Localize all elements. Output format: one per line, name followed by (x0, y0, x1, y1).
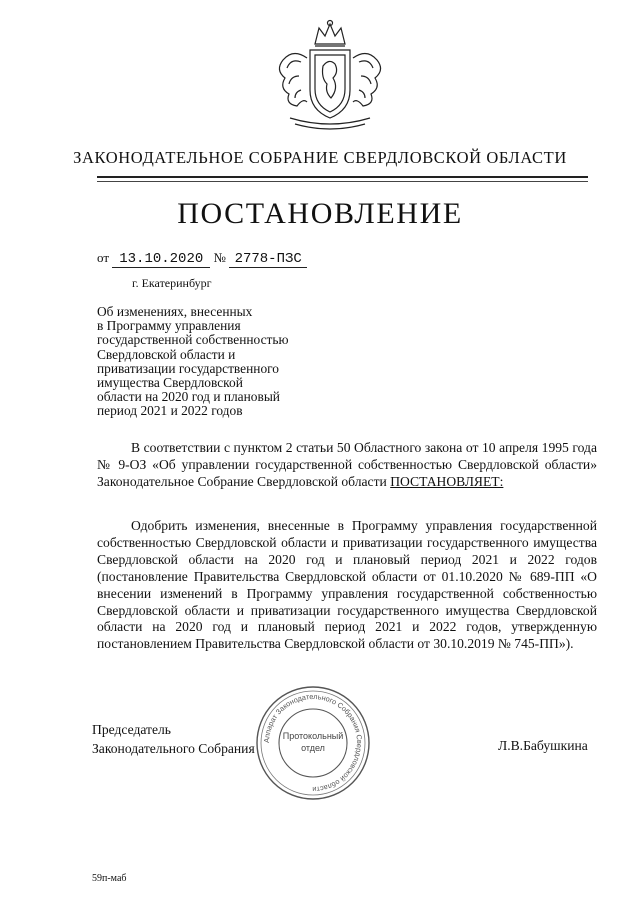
header-divider-thick (97, 176, 588, 178)
document-title: ПОСТАНОВЛЕНИЕ (177, 197, 463, 230)
preamble-text: В соответствии с пунктом 2 статьи 50 Областного закона от 10 апреля 1995 года № 9-ОЗ «Об управлении государственной собственностью Свердловской области» Законодательное Собрание Свердловской области (97, 440, 597, 489)
subject-line: имущества Свердловской (97, 375, 243, 391)
stamp-seal-icon (254, 684, 372, 802)
subject-line: области на 2020 год и плановый (97, 389, 280, 405)
header-divider-thin (97, 181, 588, 182)
document-code: 59п-маб (92, 873, 127, 884)
stamp-ring-text: Аппарат Законодательного Собрания Свердловской области (261, 691, 365, 795)
document-date: 13.10.2020 (112, 251, 210, 268)
coat-of-arms-emblem (255, 18, 405, 136)
stamp-center-line2: отдел (301, 743, 325, 753)
signatory-title (92, 720, 255, 758)
stamp-center-line1: Протокольный (282, 731, 344, 741)
coat-of-arms-icon (255, 18, 405, 136)
official-stamp (254, 684, 372, 802)
subject-line: в Программу управления (97, 318, 241, 334)
subject-line: Об изменениях, внесенных (97, 304, 253, 319)
number-prefix: № (213, 250, 226, 265)
signatory-title-line1: Председатель (92, 722, 171, 737)
resolves-keyword: ПОСТАНОВЛЯЕТ: (390, 473, 504, 489)
preamble-paragraph (97, 440, 597, 491)
signatory-title-line2: Законодательного Собрания (92, 741, 255, 756)
subject-line: государственной собственностью (97, 332, 289, 348)
subject-line: Свердловской области и (97, 346, 236, 362)
subject-line: приватизации государственного (97, 360, 279, 376)
date-number-line (97, 250, 307, 268)
document-number: 2778-ПЗС (229, 251, 307, 268)
signatory-name: Л.В.Бабушкина (498, 738, 588, 753)
date-prefix: от (97, 250, 110, 265)
document-subject (97, 305, 357, 419)
subject-line: период 2021 и 2022 годов (97, 403, 243, 419)
organization-name: ЗАКОНОДАТЕЛЬНОЕ СОБРАНИЕ СВЕРДЛОВСКОЙ ОБЛАСТИ (73, 148, 567, 167)
resolution-paragraph: Одобрить изменения, внесенные в Программу управления государственной собственностью Свердловской области и приватизации государственного имущества Свердловской области на 2020 год и плановый период 2021 и 2022 годов (постановление Правительства Свердловской области от 01.10.2020 № 689-ПП «О внесении изменений в Программу управления государственной собственностью Свердловской области и приватизации государственного имущества Свердловской области на 2020 год и плановый период 2021 и 2022 годов, утвержденную постановлением Правительства Свердловской области от 30.10.2019 № 745-ПП»). (97, 518, 597, 652)
document-city: г. Екатеринбург (132, 276, 212, 290)
